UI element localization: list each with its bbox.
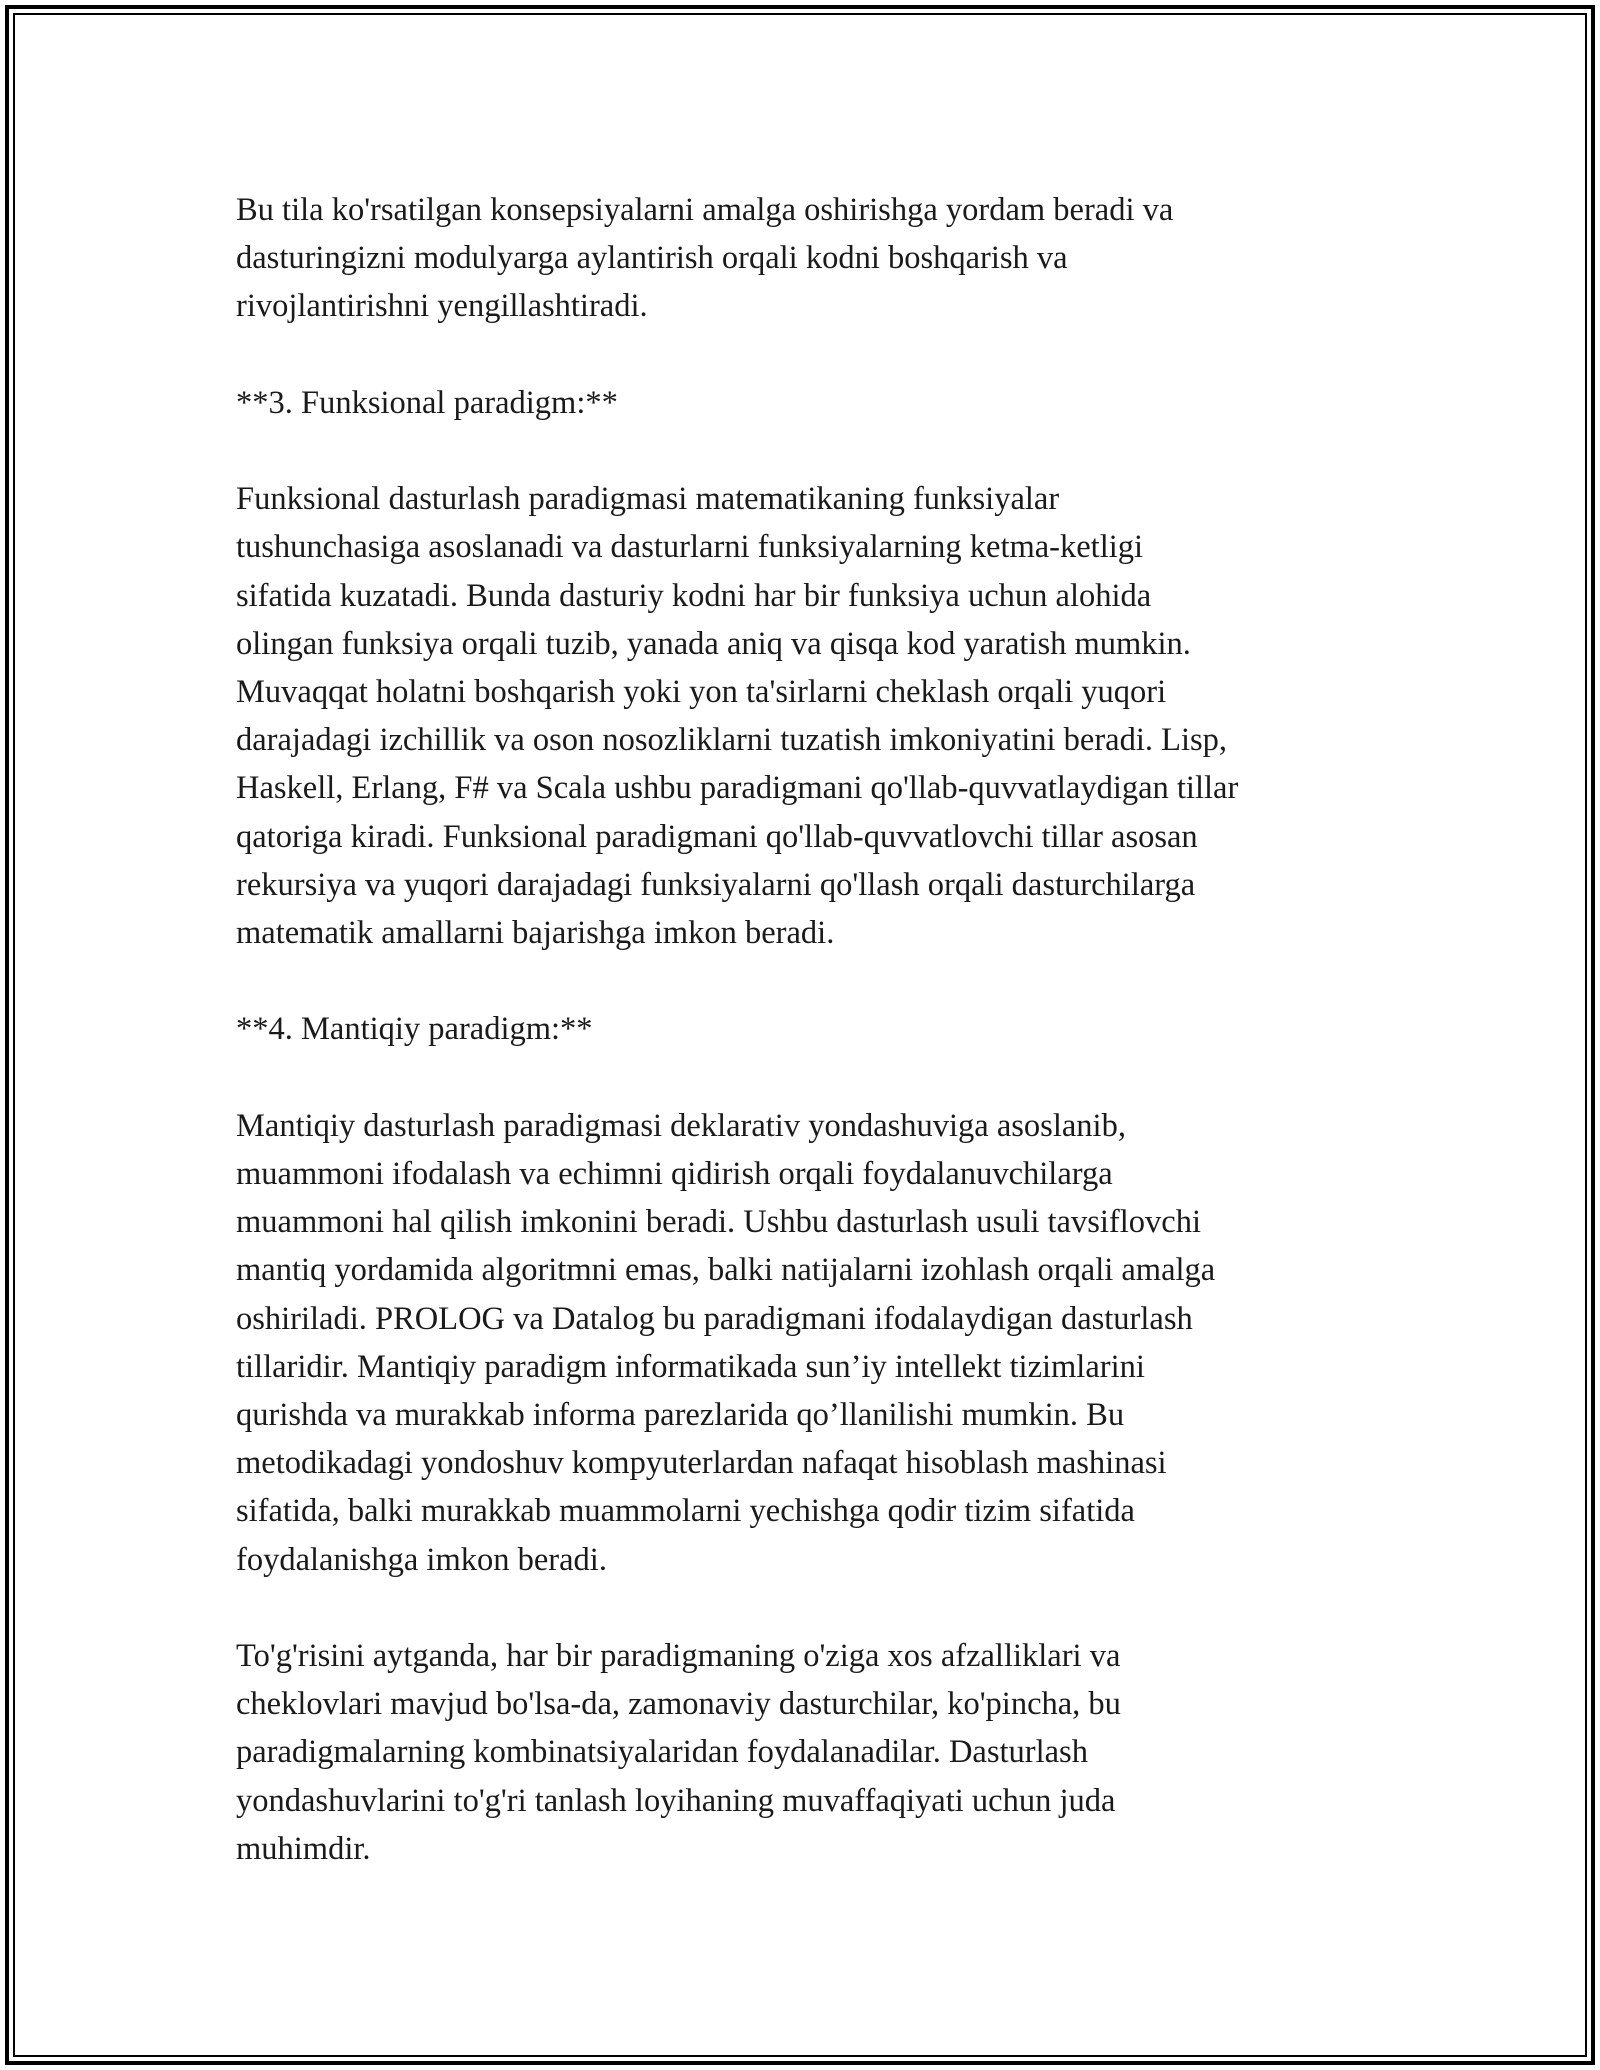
paragraph-intro: Bu tila ko'rsatilgan konsepsiyalarni amalga oshirishga yordam beradi va dasturingizni modulyarga aylantirish orqali kodni boshqarish va rivojlantirishni yengillashtiradi. <box>236 192 1174 325</box>
paragraph-functional: Funksional dasturlash paradigmasi matematikaning funksiyalar tushunchasiga asoslanadi va dasturlarni funksiyalarning ketma-ketligi sifatida kuzatadi. Bunda dasturiy kodni har bir funksiya uchun alohida olingan funksiya orqali tuzib, yanada aniq va qisqa kod yaratish mumkin. Muvaqqat holatni boshqarish yoki yon ta'sirlarni cheklash orqali yuqori darajadagi izchillik va oson nosozliklarni tuzatish imkoniyatini beradi. Lisp, Haskell, Erlang, F# va Scala ushbu paradigmani qo'llab-quvvatlaydigan tillar qatoriga kiradi. Funksional paradigmani qo'llab-quvvatlovchi tillar asosan rekursiya va yuqori darajadagi funksiyalarni qo'llash orqali dasturchilarga matematik amallarni bajarishga imkon beradi. <box>236 481 1239 952</box>
paragraph-logic: Mantiqiy dasturlash paradigmasi deklarativ yondashuviga asoslanib, muammoni ifodalash va echimni qidirish orqali foydalanuvchilarga muammoni hal qilish imkonini beradi. Ushbu dasturlash usuli tavsiflovchi mantiq yordamida algoritmni emas, balki natijalarni izohlash orqali amalga oshiriladi. PROLOG va Datalog bu paradigmani ifodalaydigan dasturlash tillaridir. Mantiqiy paradigm informatikada sun’iy intellekt tizimlarini qurishda va murakkab informa parezlarida qo’llanilishi mumkin. Bu metodikadagi yondoshuv kompyuterlardan nafaqat hisoblash mashinasi sifatida, balki murakkab muammolarni yechishga qodir tizim sifatida foydalanishga imkon beradi. <box>236 1107 1216 1578</box>
document-body <box>236 186 1396 1921</box>
heading-logic-paradigm: **4. Mantiqiy paradigm:** <box>236 1011 593 1048</box>
heading-functional-paradigm: **3. Funksional paradigm:** <box>236 384 618 421</box>
paragraph-conclusion: To'g'risini aytganda, har bir paradigmaning o'ziga xos afzalliklari va cheklovlari mavjud bo'lsa-da, zamonaviy dasturchilar, ko'pincha, bu paradigmalarning kombinatsiyalaridan foydalanadilar. Dasturlash yondashuvlarini to'g'ri tanlash loyihaning muvaffaqiyati uchun juda muhimdir. <box>236 1638 1121 1867</box>
